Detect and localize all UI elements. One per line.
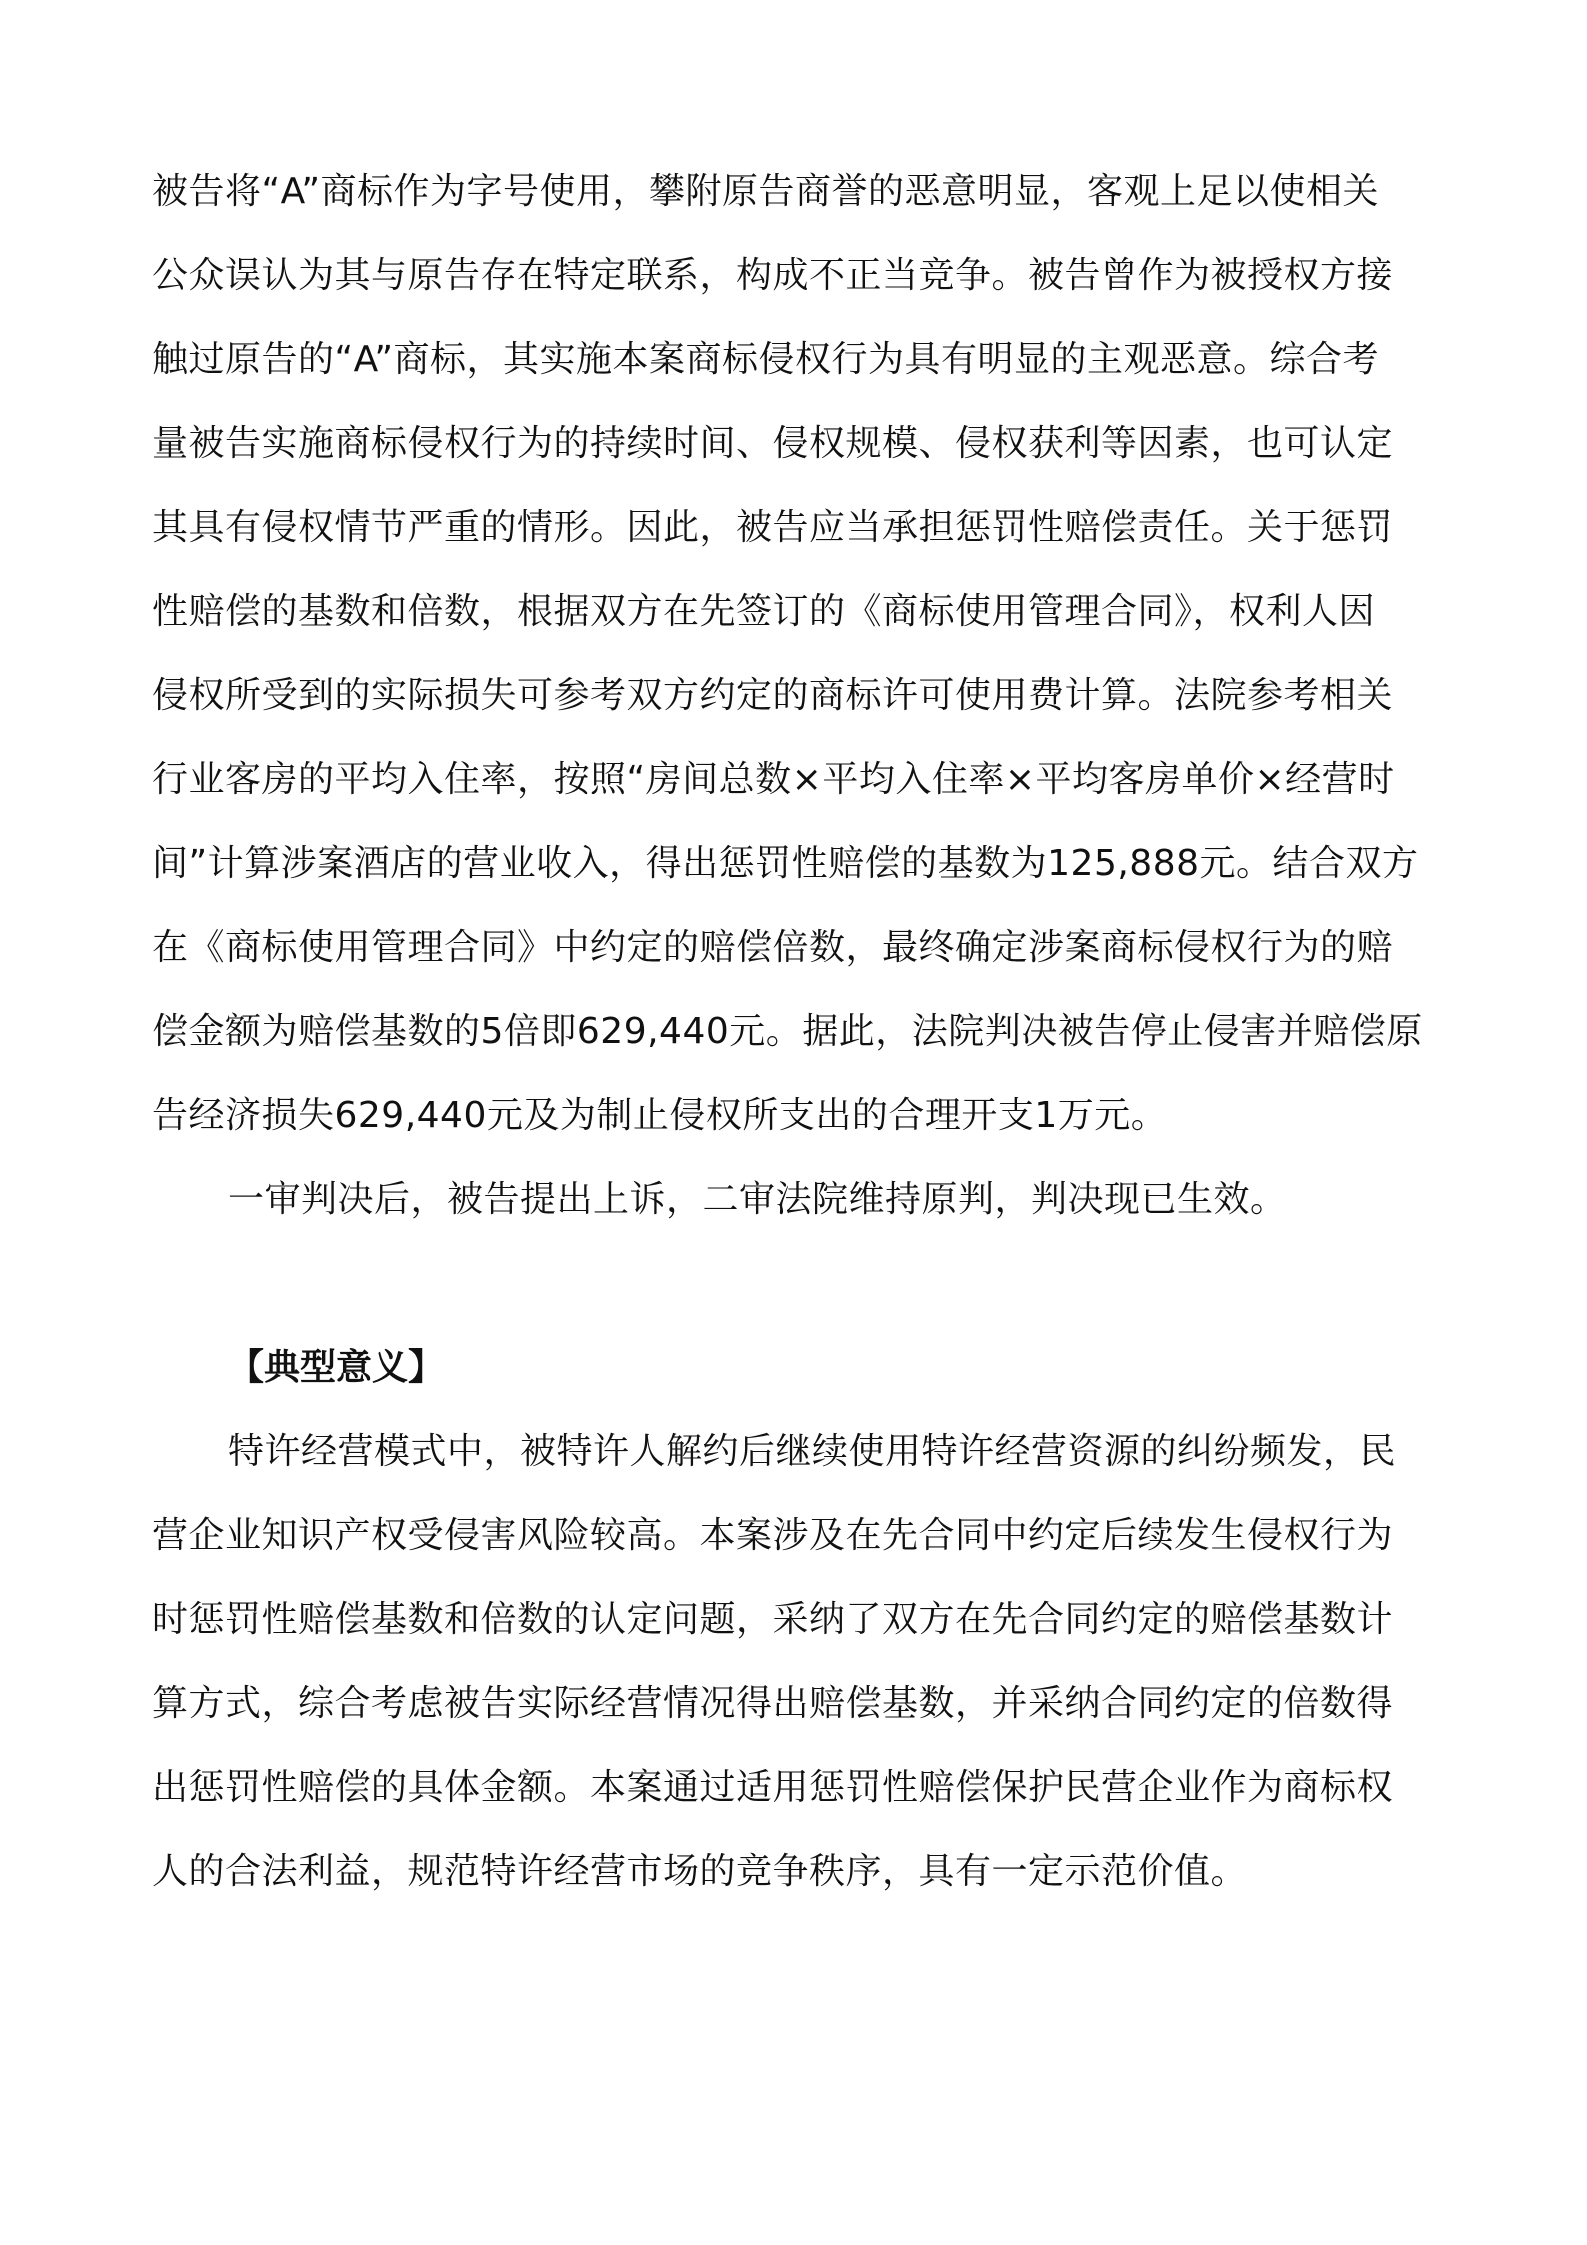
text-line: 算方式，综合考虑被告实际经营情况得出赔偿基数，并采纳合同约定的倍数得 — [152, 1683, 1394, 1724]
text-line: 间”计算涉案酒店的营业收入，得出惩罚性赔偿的基数为125,888元。结合双方 — [152, 843, 1419, 884]
blank-spacer — [152, 1242, 1442, 1326]
paragraph-significance — [152, 1410, 1442, 1914]
text-line: 时惩罚性赔偿基数和倍数的认定问题，采纳了双方在先合同约定的赔偿基数计 — [152, 1599, 1394, 1640]
text-line: 公众误认为其与原告存在特定联系，构成不正当竞争。被告曾作为被授权方接 — [152, 255, 1394, 296]
text-line: 行业客房的平均入住率，按照“房间总数×平均入住率×平均客房单价×经营时 — [152, 759, 1395, 800]
paragraph-appeal-result — [152, 1158, 1442, 1242]
paragraph-case-reasoning — [152, 150, 1442, 1158]
text-line: 在《商标使用管理合同》中约定的赔偿倍数，最终确定涉案商标侵权行为的赔 — [152, 927, 1394, 968]
text-line: 性赔偿的基数和倍数，根据双方在先签订的《商标使用管理合同》，权利人因 — [152, 591, 1376, 632]
text-line: 出惩罚性赔偿的具体金额。本案通过适用惩罚性赔偿保护民营企业作为商标权 — [152, 1767, 1394, 1808]
text-line: 其具有侵权情节严重的情形。因此，被告应当承担惩罚性赔偿责任。关于惩罚 — [152, 507, 1394, 548]
section-heading-typical-significance: 【典型意义】 — [228, 1347, 445, 1388]
text-line: 告经济损失629,440元及为制止侵权所支出的合理开支1万元。 — [152, 1095, 1168, 1136]
text-line: 量被告实施商标侵权行为的持续时间、侵权规模、侵权获利等因素，也可认定 — [152, 423, 1394, 464]
text-line: 一审判决后，被告提出上诉，二审法院维持原判，判决现已生效。 — [228, 1179, 1287, 1220]
text-line: 偿金额为赔偿基数的5倍即629,440元。据此，法院判决被告停止侵害并赔偿原 — [152, 1011, 1423, 1052]
text-line: 被告将“A”商标作为字号使用，攀附原告商誉的恶意明显，客观上足以使相关 — [152, 171, 1379, 212]
text-line: 人的合法利益，规范特许经营市场的竞争秩序，具有一定示范价值。 — [152, 1851, 1248, 1892]
text-line: 营企业知识产权受侵害风险较高。本案涉及在先合同中约定后续发生侵权行为 — [152, 1515, 1394, 1556]
text-line: 特许经营模式中，被特许人解约后继续使用特许经营资源的纠纷频发，民 — [228, 1431, 1397, 1472]
text-line: 触过原告的“A”商标，其实施本案商标侵权行为具有明显的主观恶意。综合考 — [152, 339, 1379, 380]
document-page — [152, 150, 1442, 1914]
text-line: 侵权所受到的实际损失可参考双方约定的商标许可使用费计算。法院参考相关 — [152, 675, 1394, 716]
